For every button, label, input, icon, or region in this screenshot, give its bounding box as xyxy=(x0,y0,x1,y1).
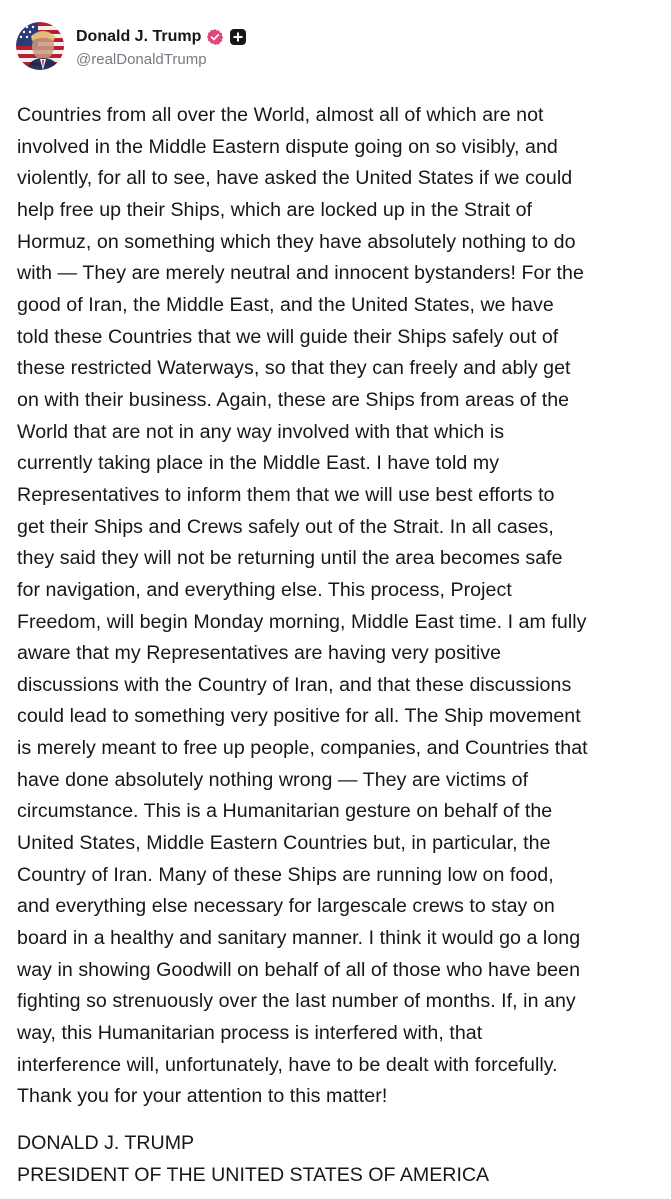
author-identity xyxy=(76,25,246,68)
signature-name: DONALD J. TRUMP xyxy=(17,1132,195,1154)
author-display-name[interactable]: Donald J. Trump xyxy=(76,27,202,45)
plus-badge-icon xyxy=(230,29,246,45)
name-row xyxy=(76,25,246,49)
author-handle[interactable]: @realDonaldTrump xyxy=(76,50,207,68)
verified-badge-icon xyxy=(206,28,224,46)
post-body-text: Countries from all over the World, almost all of which are not involved in the Middle Eastern dispute going on so visibly, and violently, for all to see, have asked the United States if we could help free up their Ships, which are locked up in the Strait of Hormuz, on something which they have absolutely nothing to do with — They are merely neutral and innocent bystanders! For the good of Iran, the Middle East, and the United States, we have told these Countries that we will guide their Ships safely out of these restricted Waterways, so that they can freely and ably get on with their business. Again, these are Ships from areas of the World that are not in any way involved with that which is currently taking place in the Middle East. I have told my Representatives to inform them that we will use best efforts to get their Ships and Crews safely out of the Strait. In all cases, they said they will not be returning until the area becomes safe for navigation, and everything else. This process, Project Freedom, will begin Monday morning, Middle East time. I am fully aware that my Representatives are having very positive discussions with the Country of Iran, and that these discussions could lead to something very positive for all. The Ship movement is merely meant to free up people, companies, and Countries that have done absolutely nothing wrong — They are victims of circumstance. This is a Humanitarian gesture on behalf of the United States, Middle Eastern Countries but, in particular, the Country of Iran. Many of these Ships are running low on food, and everything else necessary for largescale crews to stay on board in a healthy and sanitary manner. I think it would go a long way in showing Goodwill on behalf of all of those who have been fighting so strenuously over the last number of months. If, in any way, this Humanitarian process is interfered with, that interference will, unfortunately, have to be dealt with forcefully. Thank you for your attention to this matter! xyxy=(17,104,588,1108)
post-header xyxy=(16,19,246,73)
post-signature xyxy=(17,1128,667,1191)
avatar-flag-portrait-icon xyxy=(16,22,64,70)
signature-title: PRESIDENT OF THE UNITED STATES OF AMERICA xyxy=(17,1163,490,1186)
avatar[interactable] xyxy=(16,22,64,70)
